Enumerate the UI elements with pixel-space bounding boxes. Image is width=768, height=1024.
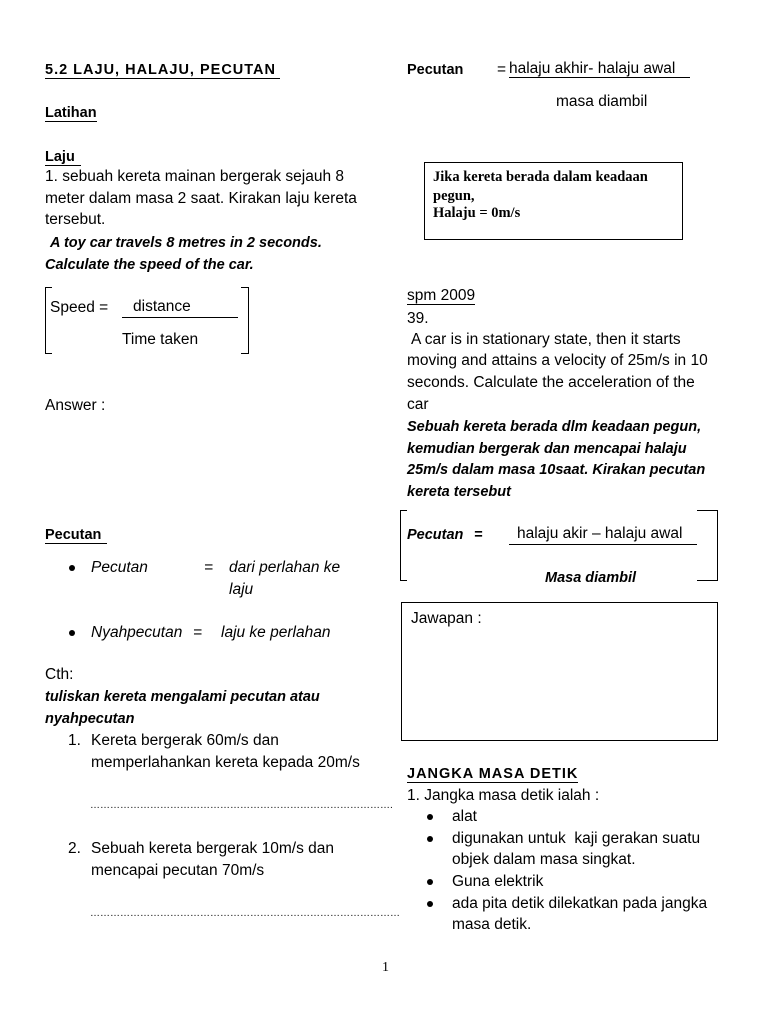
past-paper-source: spm 2009 — [407, 287, 476, 304]
section-title: 5.2 LAJU, HALAJU, PECUTAN — [45, 62, 280, 79]
ticker-timer-intro: 1. Jangka masa detik ialah : — [407, 787, 600, 804]
definition-meaning-line: dari perlahan ke — [229, 559, 341, 576]
bullet-marker — [427, 879, 433, 885]
exercise-heading: Latihan — [45, 105, 97, 121]
speed-question-line: tersebut. — [45, 211, 106, 228]
example-instruction-line: nyahpecutan — [45, 711, 135, 727]
speed-formula-bracket-right — [241, 287, 249, 354]
question-formula-denominator: Masa diambil — [545, 570, 637, 586]
answer-label: Answer : — [45, 397, 106, 414]
question-malay-line: 25m/s dalam masa 10saat. Kirakan pecutan — [407, 462, 706, 478]
definition-term: Nyahpecutan — [91, 624, 183, 641]
acceleration-heading: Pecutan — [45, 527, 107, 544]
stationary-note-line: Jika kereta berada dalam keadaan — [433, 169, 648, 185]
answer-dotted-line: ………………………………………………………………………………… — [90, 908, 400, 919]
ticker-timer-line: ada pita detik dilekatkan pada jangka — [452, 895, 708, 912]
speed-question-line: meter dalam masa 2 saat. Kirakan laju kereta — [45, 190, 357, 207]
question-english-line: car — [407, 396, 429, 413]
example-line: Sebuah kereta bergerak 10m/s dan — [91, 840, 334, 857]
stationary-note-line: pegun, — [433, 188, 475, 204]
definition-term: Pecutan — [91, 559, 148, 576]
bullet-marker — [427, 836, 433, 842]
question-english-line: seconds. Calculate the acceleration of the — [407, 374, 695, 391]
question-formula-bracket-left — [400, 510, 407, 581]
definition-equals: = — [193, 624, 203, 641]
bullet-marker — [69, 565, 75, 571]
acceleration-formula-equals: = — [497, 61, 507, 78]
ticker-timer-line: alat — [452, 808, 477, 825]
question-malay-line: Sebuah kereta berada dlm keadaan pegun, — [407, 419, 702, 435]
example-line: Kereta bergerak 60m/s dan — [91, 732, 279, 749]
definition-meaning-line: laju ke perlahan — [221, 624, 331, 641]
speed-formula-numerator: distance — [122, 298, 238, 318]
question-english-line: moving and attains a velocity of 25m/s in 10 — [407, 352, 708, 369]
example-line: mencapai pecutan 70m/s — [91, 862, 265, 879]
definition-meaning-line: laju — [229, 581, 254, 598]
question-malay-line: kemudian bergerak dan mencapai halaju — [407, 441, 687, 457]
example-label: Cth: — [45, 666, 74, 683]
example-number: 2. — [68, 840, 81, 857]
acceleration-formula-label: Pecutan — [407, 62, 464, 78]
example-line: memperlahankan kereta kepada 20m/s — [91, 754, 360, 771]
speed-question-english-line: Calculate the speed of the car. — [45, 257, 254, 273]
speed-formula-label: Speed = — [50, 299, 109, 316]
ticker-timer-line: masa detik. — [452, 916, 532, 933]
question-formula-numerator: halaju akir – halaju awal — [509, 525, 697, 545]
bullet-marker — [69, 630, 75, 636]
question-malay-line: kereta tersebut — [407, 484, 511, 500]
example-instruction-line: tuliskan kereta mengalami pecutan atau — [45, 689, 320, 705]
answer-dotted-line: ………………………………………………………………………………. — [90, 800, 393, 811]
question-number: 39. — [407, 310, 429, 327]
speed-heading: Laju — [45, 149, 81, 166]
ticker-timer-heading: JANGKA MASA DETIK — [407, 766, 579, 782]
question-formula-label: Pecutan — [407, 527, 464, 543]
question-formula-equals: = — [474, 527, 483, 543]
ticker-timer-line: digunakan untuk kaji gerakan suatu — [452, 830, 701, 847]
page-number: 1 — [382, 960, 389, 975]
speed-question-english-line: A toy car travels 8 metres in 2 seconds. — [50, 235, 322, 251]
speed-question-line: 1. sebuah kereta mainan bergerak sejauh 8 — [45, 168, 345, 185]
acceleration-formula-denominator: masa diambil — [556, 93, 648, 110]
definition-equals: = — [204, 559, 214, 576]
bullet-marker — [427, 814, 433, 820]
acceleration-formula-numerator: halaju akhir- halaju awal — [509, 60, 690, 78]
question-english-line: A car is in stationary state, then it starts — [411, 331, 681, 348]
ticker-timer-line: Guna elektrik — [452, 873, 544, 890]
question-formula-bracket-right — [697, 510, 718, 581]
answer-box-label: Jawapan : — [411, 610, 482, 627]
ticker-timer-line: objek dalam masa singkat. — [452, 851, 636, 868]
bullet-marker — [427, 901, 433, 907]
speed-formula-denominator: Time taken — [122, 331, 199, 348]
example-number: 1. — [68, 732, 81, 749]
stationary-note-line: Halaju = 0m/s — [433, 205, 521, 221]
